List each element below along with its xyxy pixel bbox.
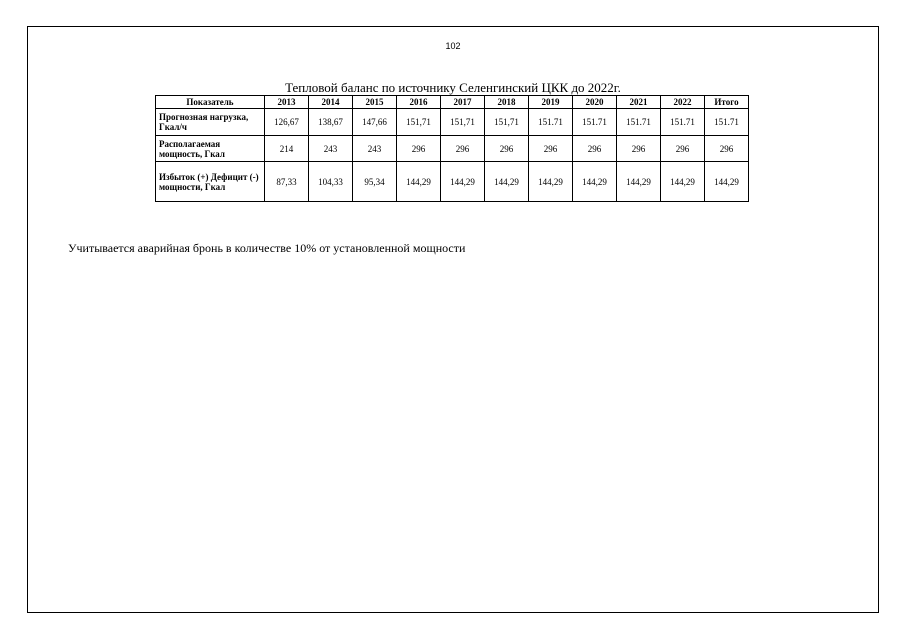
table-cell: 296 <box>485 136 529 162</box>
footnote-text: Учитывается аварийная бронь в количестве 10% от установленной мощности <box>68 241 466 255</box>
header-2018: 2018 <box>485 96 529 109</box>
table-cell: 95,34 <box>353 162 397 202</box>
row-label: Располагаемая мощность, Гкал <box>156 136 265 162</box>
table-cell: 144,29 <box>529 162 573 202</box>
header-2014: 2014 <box>309 96 353 109</box>
table-cell: 296 <box>617 136 661 162</box>
table-cell: 151.71 <box>705 109 749 136</box>
table-cell: 104,33 <box>309 162 353 202</box>
table-cell: 214 <box>265 136 309 162</box>
heat-balance-table <box>155 95 749 202</box>
table-cell: 144,29 <box>661 162 705 202</box>
table-cell: 296 <box>573 136 617 162</box>
table-cell: 138,67 <box>309 109 353 136</box>
header-2015: 2015 <box>353 96 397 109</box>
table-cell: 144,29 <box>397 162 441 202</box>
table-cell: 144,29 <box>441 162 485 202</box>
table-cell: 144,29 <box>573 162 617 202</box>
header-2022: 2022 <box>661 96 705 109</box>
table-cell: 296 <box>705 136 749 162</box>
table-cell: 87,33 <box>265 162 309 202</box>
table-cell: 126,67 <box>265 109 309 136</box>
table-cell: 151.71 <box>529 109 573 136</box>
table-cell: 151,71 <box>397 109 441 136</box>
table-cell: 151.71 <box>661 109 705 136</box>
table-cell: 243 <box>309 136 353 162</box>
table-header-row <box>156 96 749 109</box>
table-cell: 151.71 <box>617 109 661 136</box>
header-indicator: Показатель <box>156 96 265 109</box>
table-cell: 296 <box>529 136 573 162</box>
table-title: Тепловой баланс по источнику Селенгинский ЦКК до 2022г. <box>285 80 621 95</box>
table-row <box>156 109 749 136</box>
table-cell: 151.71 <box>573 109 617 136</box>
table-cell: 147,66 <box>353 109 397 136</box>
header-2020: 2020 <box>573 96 617 109</box>
table-cell: 144,29 <box>485 162 529 202</box>
table-cell: 151,71 <box>485 109 529 136</box>
table-cell: 243 <box>353 136 397 162</box>
document-page <box>27 26 879 613</box>
table-cell: 296 <box>661 136 705 162</box>
header-total: Итого <box>705 96 749 109</box>
table-cell: 144,29 <box>705 162 749 202</box>
row-label: Избыток (+) Дефицит (-) мощности, Гкал <box>156 162 265 202</box>
header-2016: 2016 <box>397 96 441 109</box>
table-row <box>156 162 749 202</box>
table-cell: 296 <box>397 136 441 162</box>
page-number: 102 <box>445 41 461 51</box>
header-2013: 2013 <box>265 96 309 109</box>
header-2019: 2019 <box>529 96 573 109</box>
row-label: Прогнозная нагрузка, Гкал/ч <box>156 109 265 136</box>
header-2021: 2021 <box>617 96 661 109</box>
header-2017: 2017 <box>441 96 485 109</box>
table-cell: 151,71 <box>441 109 485 136</box>
table-row <box>156 136 749 162</box>
table-cell: 296 <box>441 136 485 162</box>
table-cell: 144,29 <box>617 162 661 202</box>
